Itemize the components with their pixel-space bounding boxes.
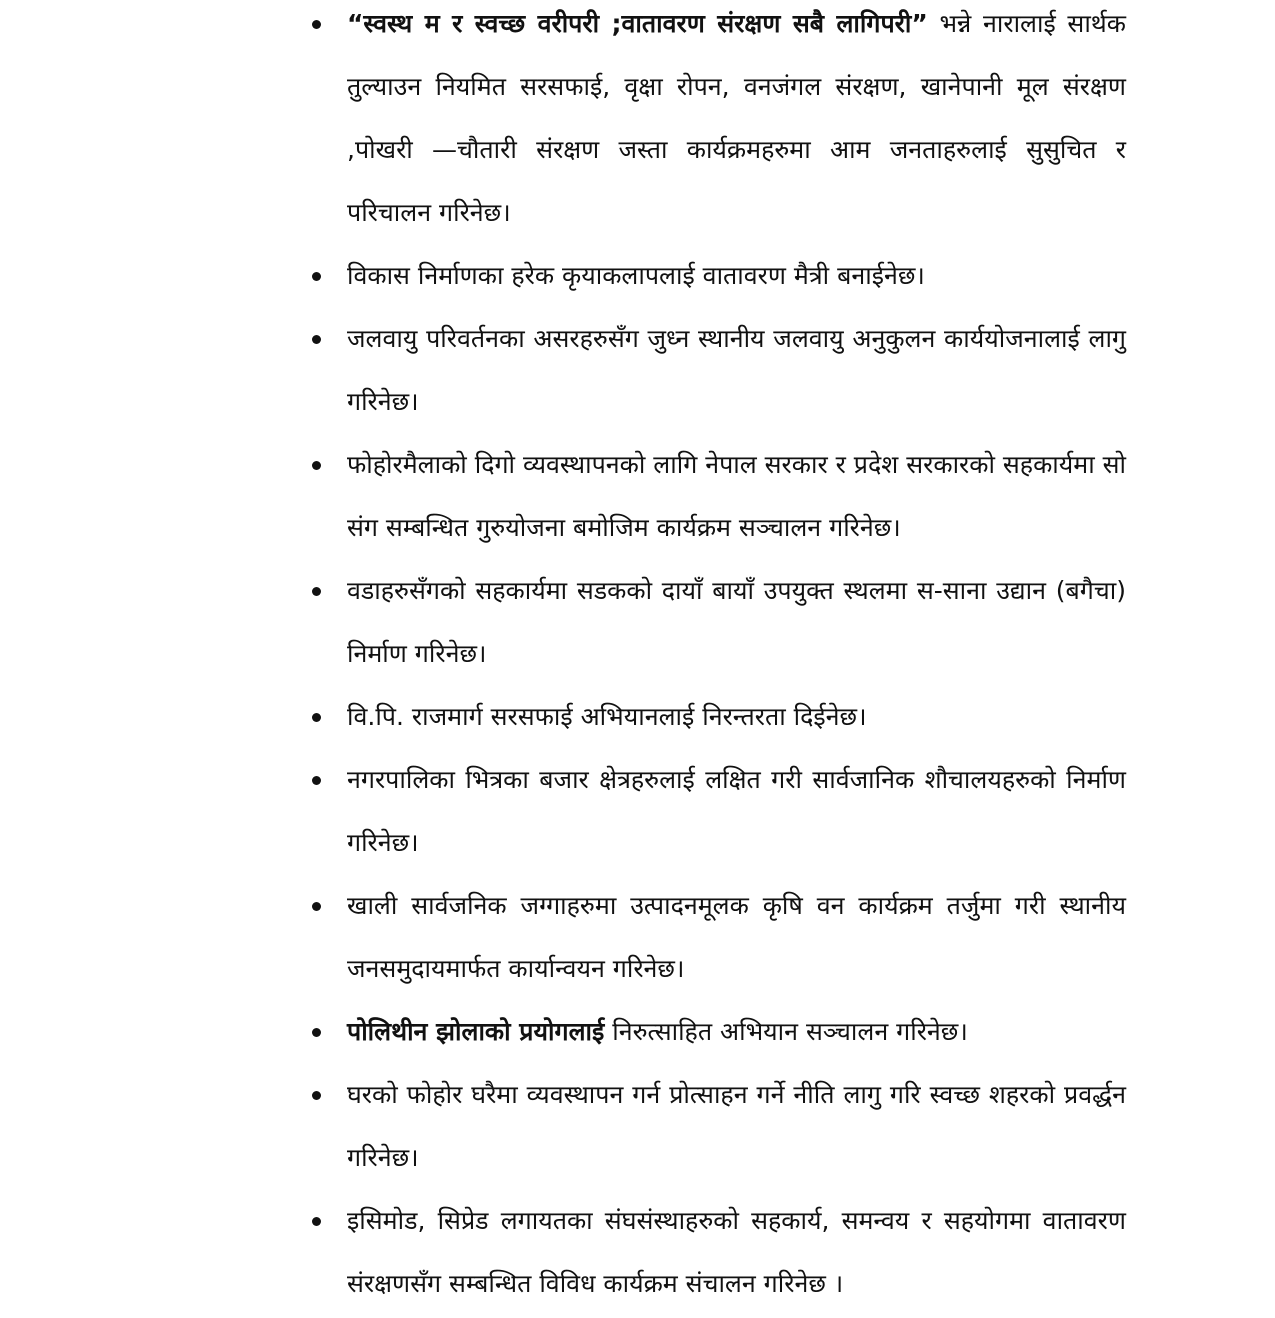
list-item [310, 433, 1126, 559]
bullet-text: घरको फोहोर घरैमा व्यवस्थापन गर्न प्रोत्साहन गर्ने नीति लागु गरि स्वच्छ शहरको प्रवर्द्धन गरिनेछ। [347, 1080, 1126, 1172]
bullet-icon [312, 713, 321, 722]
bullet-icon [312, 1091, 321, 1100]
list-item [310, 244, 1126, 307]
bullet-icon [312, 1217, 321, 1226]
bullet-text: फोहोरमैलाको दिगो व्यवस्थापनको लागि नेपाल सरकार र प्रदेश सरकारको सहकार्यमा सो संग सम्बन्धित गुरुयोजना बमोजिम कार्यक्रम सञ्चालन गरिनेछ। [347, 450, 1126, 542]
bullet-text: विकास निर्माणका हरेक कृयाकलापलाई वातावरण मैत्री बनाईनेछ। [347, 261, 925, 290]
bullet-icon [312, 461, 321, 470]
bullet-icon [312, 20, 321, 29]
bullet-text: जलवायु परिवर्तनका असरहरुसँग जुध्न स्थानीय जलवायु अनुकुलन कार्ययोजनालाई लागु गरिनेछ। [347, 324, 1126, 416]
bullet-icon [312, 272, 321, 281]
list-item [310, 748, 1126, 874]
list-item [310, 1000, 1126, 1063]
list-item [310, 1063, 1126, 1189]
bullet-icon [312, 776, 321, 785]
bullet-text: नगरपालिका भित्रका बजार क्षेत्रहरुलाई लक्षित गरी सार्वजानिक शौचालयहरुको निर्माण गरिनेछ। [347, 765, 1126, 857]
bullet-emphasis: पोलिथीन झोलाको प्रयोगलाई [347, 1017, 605, 1046]
list-item [310, 874, 1126, 1000]
bullet-icon [312, 587, 321, 596]
bullet-icon [312, 902, 321, 911]
list-item [310, 1189, 1126, 1315]
list-item [310, 0, 1126, 244]
bullet-text: निरुत्साहित अभियान सञ्चालन गरिनेछ। [604, 1017, 968, 1046]
bullet-icon [312, 1028, 321, 1037]
list-item [310, 559, 1126, 685]
bullet-text: वडाहरुसँगको सहकार्यमा सडकको दायाँ बायाँ उपयुक्त स्थलमा स-साना उद्यान (बगैचा) निर्माण गरिनेछ। [347, 576, 1126, 668]
list-item [310, 685, 1126, 748]
bullet-list [310, 0, 1126, 1315]
bullet-text: इसिमोड, सिप्रेड लगायतका संघसंस्थाहरुको सहकार्य, समन्वय र सहयोगमा वातावरण संरक्षणसँग सम्बन्धित विविध कार्यक्रम संचालन गरिनेछ । [347, 1206, 1126, 1298]
bullet-icon [312, 335, 321, 344]
bullet-text: भन्ने नारालाई सार्थक तुल्याउन नियमित सरसफाई, वृक्षा रोपन, वनजंगल संरक्षण, खानेपानी मूल संरक्षण ,पोखरी —चौतारी संरक्षण जस्ता कार्यक्रमहरुमा आम जनताहरुलाई सुसुचित र परिचालन गरिनेछ। [347, 9, 1126, 227]
bullet-text: वि.पि. राजमार्ग सरसफाई अभियानलाई निरन्तरता दिईनेछ। [347, 702, 867, 731]
bullet-text: खाली सार्वजनिक जग्गाहरुमा उत्पादनमूलक कृषि वन कार्यक्रम तर्जुमा गरी स्थानीय जनसमुदायमार्फत कार्यान्वयन गरिनेछ। [347, 891, 1126, 983]
list-item [310, 307, 1126, 433]
bullet-emphasis: “स्वस्थ म र स्वच्छ वरीपरी ;वातावरण संरक्षण सबै लागिपरी” [347, 9, 928, 38]
